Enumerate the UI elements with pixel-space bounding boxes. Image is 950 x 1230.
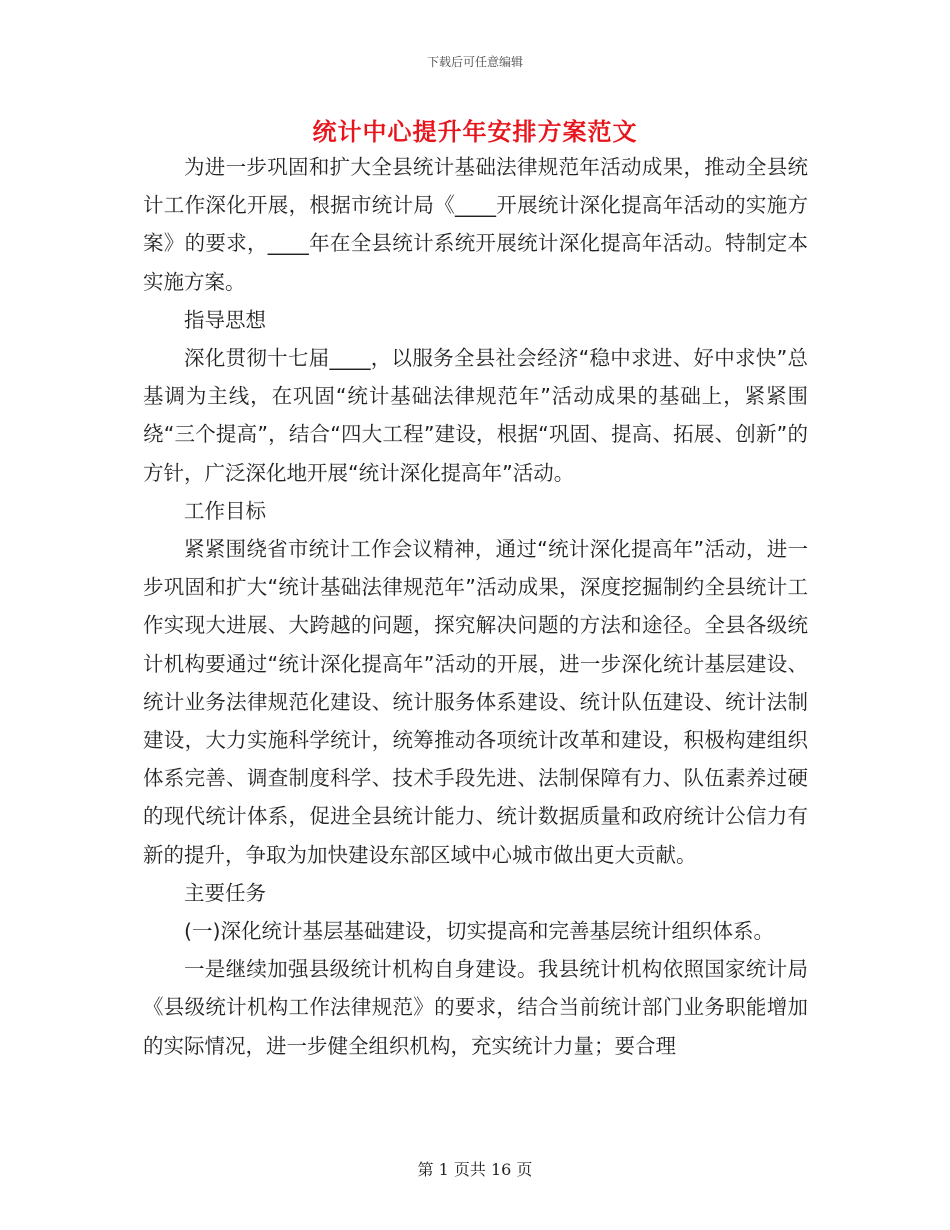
paragraph-task-one-detail: 一是继续加强县级统计机构自身建设。我县统计机构依照国家统计局《县级统计机构工作法律规范》的要求，结合当前统计部门业务职能增加的实际情况，进一步健全组织机构，充实统计力量；要合理: [143, 957, 808, 1058]
paragraph-intro: 为进一步巩固和扩大全县统计基础法律规范年活动成果，推动全县统计工作深化开展，根据市统计局《____开展统计深化提高年活动的实施方案》的要求，____年在全县统计系统开展统计深化提高年活动。特制定本实施方案。: [143, 155, 808, 294]
document-body: [143, 148, 808, 1065]
section-heading-work-goals: 工作目标: [184, 498, 266, 523]
paragraph-task-one-heading: (一)深化统计基层基础建设，切实提高和完善基层统计组织体系。: [184, 919, 774, 944]
paragraph-work-goals: 紧紧围绕省市统计工作会议精神，通过“统计深化提高年”活动，进一步巩固和扩大“统计基础法律规范年”活动成果，深度挖掘制约全县统计工作实现大进展、大跨越的问题，探究解决问题的方法和途径。全县各级统计机构要通过“统计深化提高年”活动的开展，进一步深化统计基层建设、统计业务法律规范化建设、统计服务体系建设、统计队伍建设、统计法制建设，大力实施科学统计，统筹推动各项统计改革和建设，积极构建组织体系完善、调查制度科学、技术手段先进、法制保障有力、队伍素养过硬的现代统计体系，促进全县统计能力、统计数据质量和政府统计公信力有新的提升，争取为加快建设东部区域中心城市做出更大贡献。: [143, 537, 808, 867]
section-heading-guiding-thought: 指导思想: [184, 307, 266, 332]
document-title: 统计中心提升年安排方案范文: [312, 118, 638, 146]
section-heading-main-tasks: 主要任务: [184, 880, 266, 905]
page-header-note: 下载后可任意编辑: [426, 55, 523, 69]
page-number: 第 1 页共 16 页: [417, 1160, 533, 1179]
paragraph-guiding-thought: 深化贯彻十七届____，以服务全县社会经济“稳中求进、好中求快”总基调为主线，在巩固“统计基础法律规范年”活动成果的基础上，紧紧围绕“三个提高”，结合“四大工程”建设，根据“巩固、提高、拓展、创新”的方针，广泛深化地开展“统计深化提高年”活动。: [143, 346, 808, 485]
